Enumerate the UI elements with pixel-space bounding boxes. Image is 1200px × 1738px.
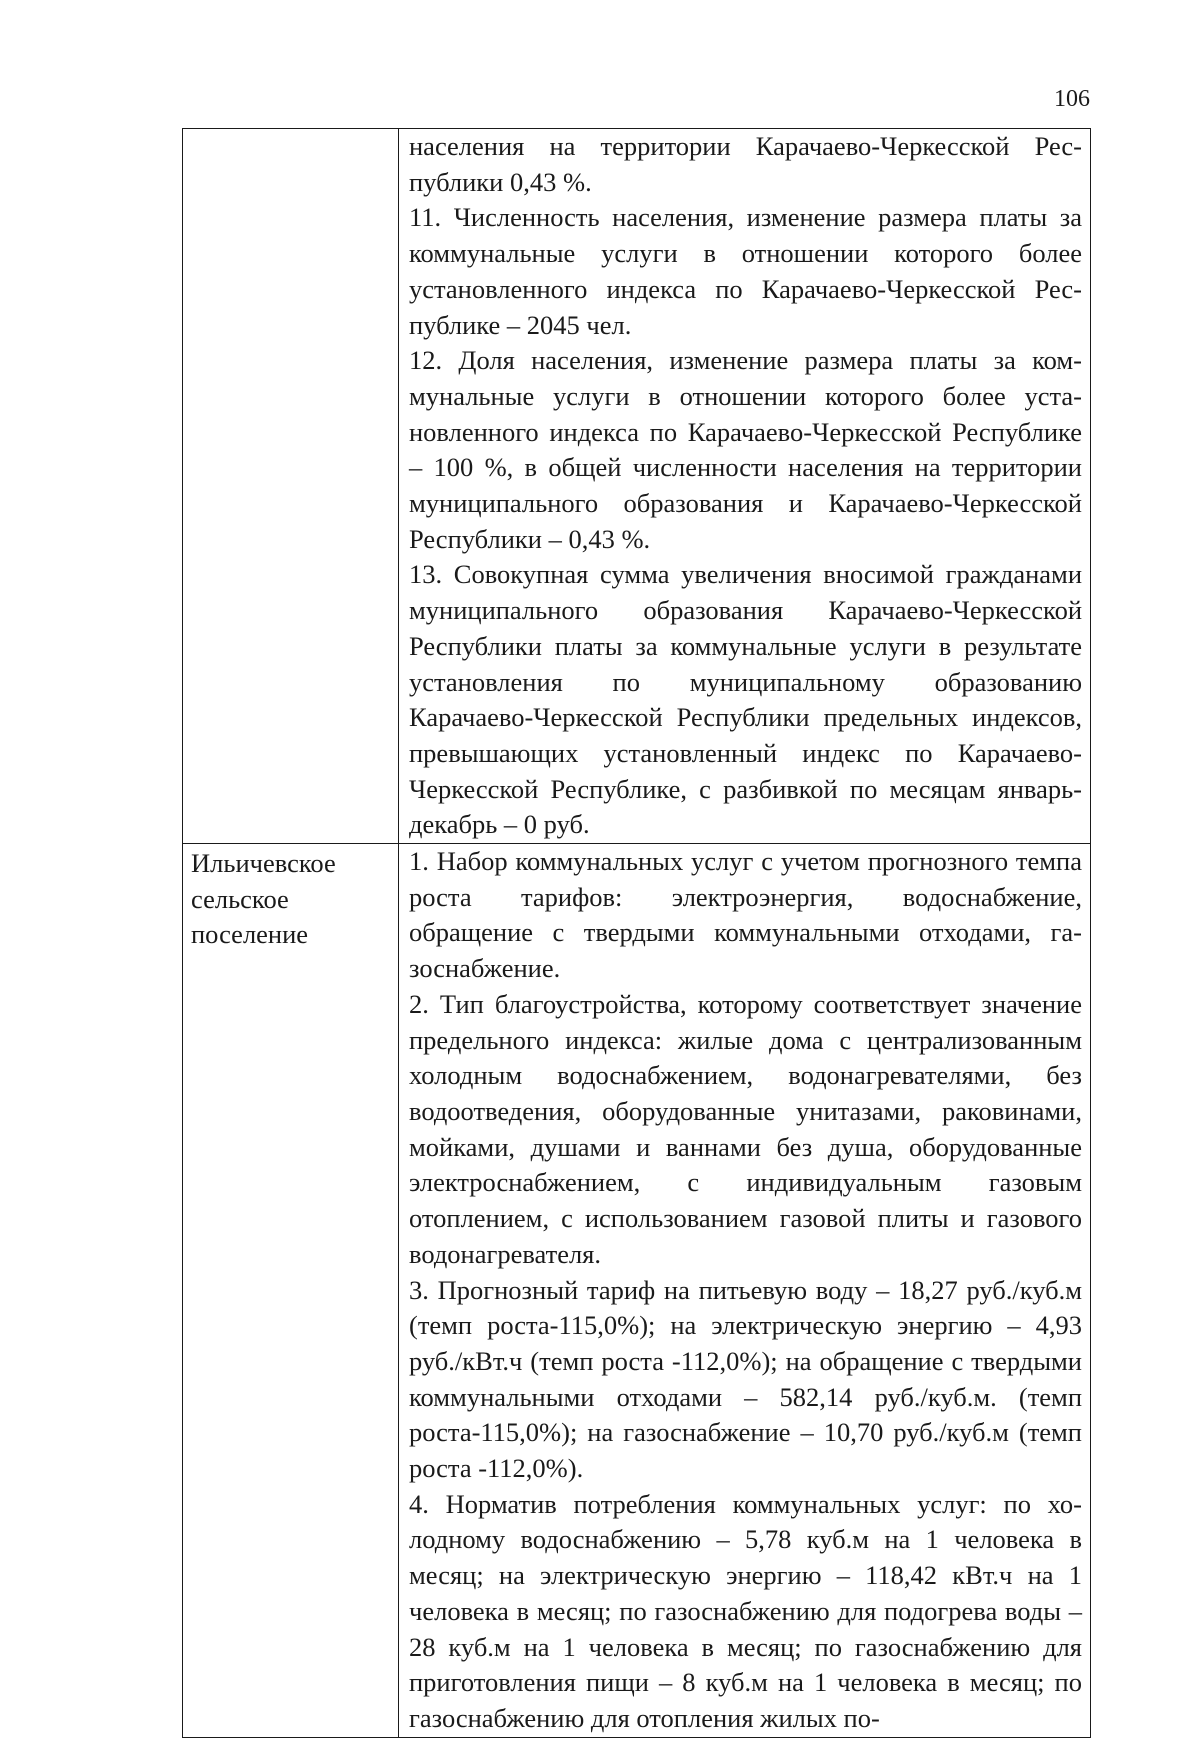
indices-table (182, 128, 1091, 1738)
paragraph-1: 1. Набор коммунальных услуг с учетом прогнозного темпа роста тарифов: электроэнергия, водоснабжение, обращение с твердыми коммунальными отходами, газоснабжение. (409, 846, 1082, 984)
paragraph-continuation: населения на территории Карачаево-Черкесской Республики 0,43 %. (409, 131, 1082, 197)
paragraph-4: 4. Норматив потребления коммунальных услуг: по холодному водоснабжению – 5,78 куб.м на 1 человека в месяц; на электрическую энергию – 118,42 кВт.ч на 1 человека в месяц; по газоснабжению для подогрева воды – 28 куб.м на 1 человека в месяц; по газоснабжению для приготовления пищи – 8 куб.м на 1 человека в месяц; по газоснабжению для отопления жилых по- (409, 1488, 1082, 1733)
paragraph-13: 13. Совокупная сумма увеличения вносимой гражданами муниципального образования Карачаево-Черкесской Республики платы за коммунальные услуги в результате установления по муниципальному образованию Карачаево-Черкесской Республики предельных индексов, превышающих установленный индекс по Карачаево-Черкесской Республике, с разбивкой по месяцам январь-декабрь – 0 руб. (409, 559, 1082, 840)
details-cell (399, 129, 1091, 844)
settlement-cell-empty (183, 129, 399, 844)
paragraph-12: 12. Доля населения, изменение размера платы за коммунальные услуги в отношении которого более установленного индекса по Карачаево-Черкесской Республике – 100 %, в общей численности населения на территории муниципального образования и Карачаево-Черкесской Республики – 0,43 %. (409, 345, 1082, 554)
settlement-cell (183, 844, 399, 1738)
table-row (183, 129, 1091, 844)
table-row (183, 844, 1091, 1738)
settlement-name-line: сельское (191, 883, 289, 914)
paragraph-3: 3. Прогнозный тариф на питьевую воду – 18,27 руб./куб.м (темп роста-115,0%); на электрическую энергию – 4,93 руб./кВт.ч (темп роста -112,0%); на обращение с твердыми коммунальными отходами – 582,14 руб./куб.м. (темп роста-115,0%); на газоснабжение – 10,70 руб./куб.м (темп роста -112,0%). (409, 1274, 1082, 1484)
paragraph-2: 2. Тип благоустройства, которому соответствует значение предельного индекса: жилые дома с централизованным холодным водоснабжением, водонагревателями, без водоотведения, оборудованные унитазами, раковинами, мойками, душами и ваннами без душа, оборудованные электроснабжением, с индивидуальным газовым отоплением, с использованием газовой плиты и газового водонагревателя. (409, 988, 1082, 1269)
details-cell (399, 844, 1091, 1738)
settlement-name-line: поселение (191, 919, 309, 950)
paragraph-11: 11. Численность населения, изменение размера платы за коммунальные услуги в отношении которого более установленного индекса по Карачаево-Черкесской Республике – 2045 чел. (409, 202, 1082, 340)
page-number: 106 (1054, 86, 1090, 112)
settlement-name-line: Ильичевское (191, 848, 336, 879)
